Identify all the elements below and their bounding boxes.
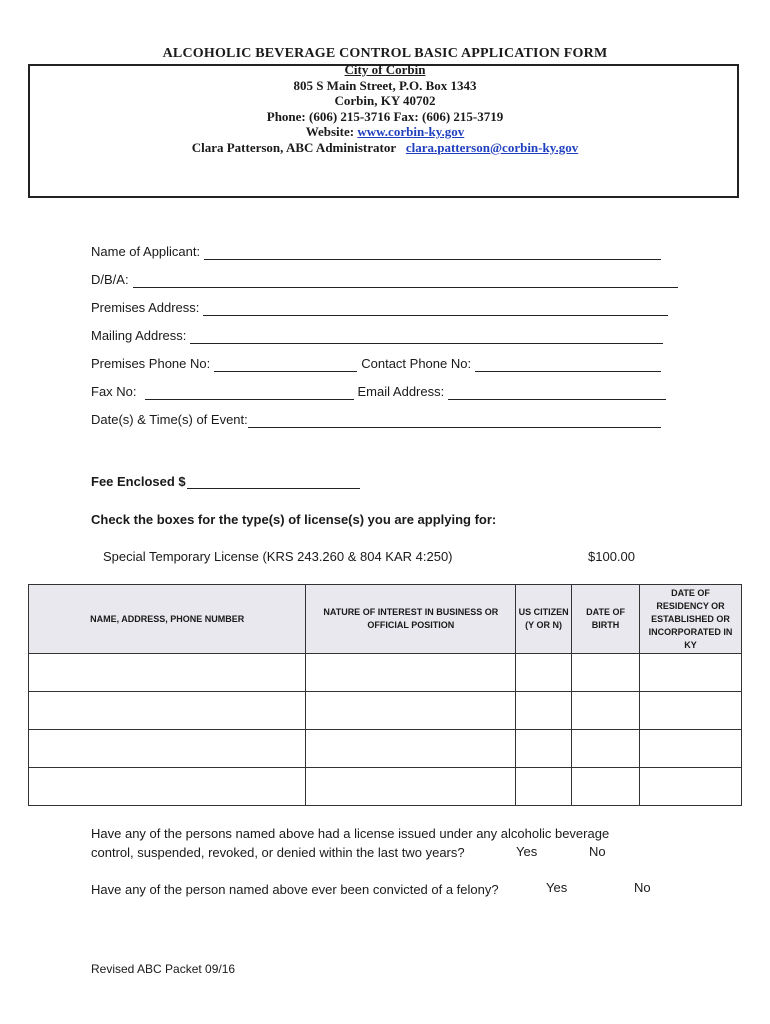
table-cell[interactable] xyxy=(306,692,516,730)
table-cell[interactable] xyxy=(640,654,742,692)
website-label: Website: xyxy=(305,124,358,139)
owners-table xyxy=(28,584,742,806)
field-row-event-dates xyxy=(91,408,661,428)
q1-no-option[interactable]: No xyxy=(589,844,606,859)
field-row-phones xyxy=(91,352,661,372)
table-row xyxy=(29,692,742,730)
q2-yes-option[interactable]: Yes xyxy=(546,880,568,895)
event-dates-input[interactable] xyxy=(248,414,661,428)
question-1-line-2: control, suspended, revoked, or denied within the last two years? xyxy=(91,845,465,860)
table-cell[interactable] xyxy=(516,692,572,730)
dba-input[interactable] xyxy=(133,274,678,288)
table-cell[interactable] xyxy=(306,654,516,692)
phone-fax: Phone: (606) 215-3716 Fax: (606) 215-3719 xyxy=(266,108,504,124)
col-header-date-of-residency: DATE OF RESIDENCY OR ESTABLISHED OR INCORPORATED IN KY xyxy=(640,585,742,654)
field-row-name-of-applicant xyxy=(91,240,661,260)
table-cell[interactable] xyxy=(29,654,306,692)
table-cell[interactable] xyxy=(516,730,572,768)
table-cell[interactable] xyxy=(572,730,640,768)
premises-phone-input[interactable] xyxy=(214,358,357,372)
mailing-address-input[interactable] xyxy=(190,330,663,344)
fee-row xyxy=(91,474,360,489)
admin-email-link[interactable]: clara.patterson@corbin-ky.gov xyxy=(405,139,579,155)
table-cell[interactable] xyxy=(29,692,306,730)
table-cell[interactable] xyxy=(29,730,306,768)
table-row xyxy=(29,768,742,806)
administrator-line xyxy=(0,140,770,156)
table-cell[interactable] xyxy=(572,692,640,730)
col-header-name: NAME, ADDRESS, PHONE NUMBER xyxy=(29,585,306,654)
city-name: City of Corbin xyxy=(344,62,426,77)
table-cell[interactable] xyxy=(306,768,516,806)
footer-revision: Revised ABC Packet 09/16 xyxy=(91,962,236,976)
contact-phone-label: Contact Phone No: xyxy=(361,356,472,371)
table-cell[interactable] xyxy=(306,730,516,768)
fee-label: Fee Enclosed $ xyxy=(91,474,186,489)
col-header-us-citizen: US CITIZEN (Y OR N) xyxy=(516,585,572,654)
premises-phone-label: Premises Phone No: xyxy=(91,356,211,371)
contact-phone-input[interactable] xyxy=(475,358,661,372)
event-dates-label: Date(s) & Time(s) of Event: xyxy=(91,412,248,427)
q1-yes-option[interactable]: Yes xyxy=(516,844,538,859)
table-cell[interactable] xyxy=(516,654,572,692)
question-1-line-1: Have any of the persons named above had a license issued under any alcoholic beverage xyxy=(91,826,610,841)
field-row-premises-address xyxy=(91,296,668,316)
form-title-block xyxy=(0,46,770,62)
table-cell[interactable] xyxy=(640,768,742,806)
name-of-applicant-input[interactable] xyxy=(204,246,661,260)
table-cell[interactable] xyxy=(572,654,640,692)
q2-no-option[interactable]: No xyxy=(634,880,651,895)
premises-address-input[interactable] xyxy=(203,302,668,316)
street-address: 805 S Main Street, P.O. Box 1343 xyxy=(293,77,477,93)
fax-input[interactable] xyxy=(145,386,354,400)
table-row xyxy=(29,730,742,768)
city-state-zip: Corbin, KY 40702 xyxy=(334,93,436,108)
table-cell[interactable] xyxy=(640,692,742,730)
form-title: ALCOHOLIC BEVERAGE CONTROL BASIC APPLICATION FORM xyxy=(162,46,608,61)
license-price: $100.00 xyxy=(588,549,635,564)
table-cell[interactable] xyxy=(516,768,572,806)
premises-address-label: Premises Address: xyxy=(91,300,200,315)
administrator-name: Clara Patterson, ABC Administrator xyxy=(191,139,397,155)
name-of-applicant-label: Name of Applicant: xyxy=(91,244,201,259)
email-label: Email Address: xyxy=(357,384,445,399)
field-row-fax-email xyxy=(91,380,666,400)
table-row xyxy=(29,654,742,692)
mailing-address-label: Mailing Address: xyxy=(91,328,187,343)
table-cell[interactable] xyxy=(29,768,306,806)
website-link[interactable]: www.corbin-ky.gov xyxy=(357,124,465,139)
fee-input[interactable] xyxy=(187,475,360,489)
website-line xyxy=(0,124,770,140)
fax-label: Fax No: xyxy=(91,384,137,399)
field-row-mailing-address xyxy=(91,324,663,344)
table-cell[interactable] xyxy=(640,730,742,768)
col-header-nature-of-interest: NATURE OF INTEREST IN BUSINESS OR OFFICIAL POSITION xyxy=(306,585,516,654)
license-instruction: Check the boxes for the type(s) of license(s) you are applying for: xyxy=(91,512,497,527)
license-option-special-temporary[interactable]: Special Temporary License (KRS 243.260 & 804 KAR 4:250) xyxy=(103,549,453,564)
table-header-row xyxy=(29,585,742,654)
col-header-date-of-birth: DATE OF BIRTH xyxy=(572,585,640,654)
dba-label: D/B/A: xyxy=(91,272,129,287)
question-felony: Have any of the person named above ever been convicted of a felony? xyxy=(91,882,499,897)
header-contact-block xyxy=(0,62,770,155)
table-cell[interactable] xyxy=(572,768,640,806)
email-input[interactable] xyxy=(448,386,666,400)
field-row-dba xyxy=(91,268,678,288)
